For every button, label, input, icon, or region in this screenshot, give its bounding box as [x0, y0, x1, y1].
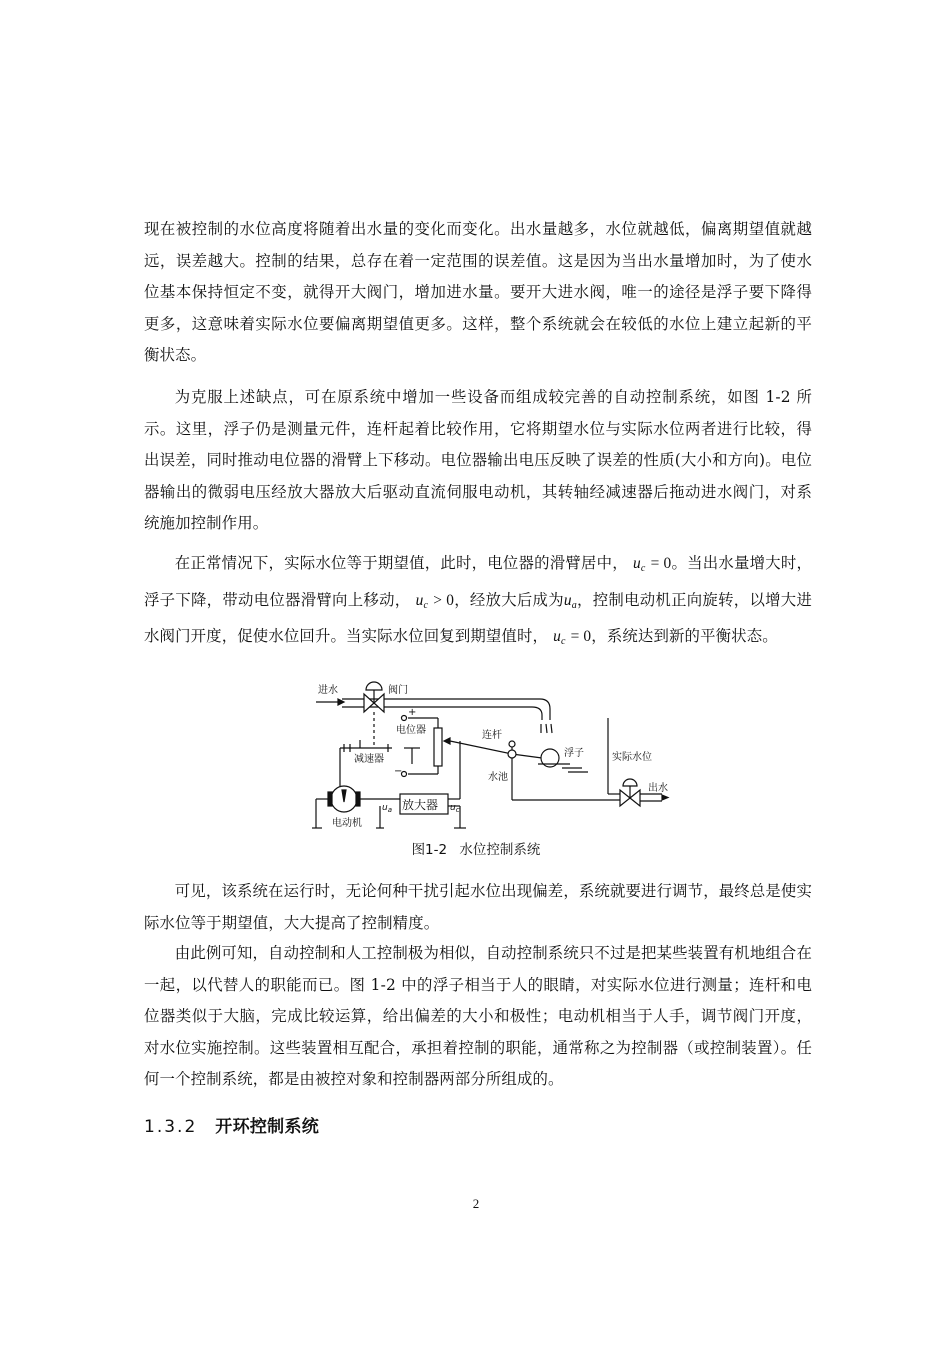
label-inlet: 进水 [318, 685, 338, 696]
page-number: 2 [472, 1196, 480, 1211]
label-potentiometer: 电位器 [396, 725, 426, 736]
paragraph-1-text: 现在被控制的水位高度将随着出水量的变化而变化。出水量越多，水位就越低，偏离期望值就越远，误差越大。控制的结果，总存在着一定范围的误差值。这是因为当出水量增加时，为了使水位基本保持恒定不变，就得开大阀门，增加进水量。要开大进水阀，唯一的途径是浮子要下降得更多，这意味着实际水位要偏离期望值更多。这样，整个系统就会在较低的水位上建立起新的平衡状态。 [144, 220, 812, 364]
potentiometer-body [434, 728, 442, 766]
section-number: 1.3.2 [144, 1117, 198, 1137]
label-reducer: 减速器 [354, 754, 384, 765]
p3-segment-5: ，系统达到新的平衡状态。 [591, 627, 778, 645]
p3-segment-2: 。当出水量增大时，浮子下降，带动电位器滑臂向上移动， [144, 554, 813, 609]
paragraph-2-text: 为克服上述缺点，可在原系统中增加一些设备而组成较完善的自动控制系统，如图 1-2 所示。这里，浮子仍是测量元件，连杆起着比较作用，它将期望水位与实际水位两者进行比较，得出误差，同时推动电位器的滑臂上下移动。电位器输出电压反映了误差的性质(大小和方向)。电位器输出的微弱电压经放大器放大后驱动直流伺服电动机，其转轴经减速器后拖动进水阀门，对系统施加控制作用。 [144, 388, 812, 532]
motor-brush-left [328, 792, 332, 806]
water-level-diagram [312, 678, 676, 836]
figure-caption [0, 838, 952, 858]
paragraph-5 [144, 938, 812, 1096]
pot-wiper [444, 738, 450, 744]
outlet-valve-right [630, 790, 640, 806]
label-valve: 阀门 [388, 685, 408, 696]
linkage-top-pivot [509, 741, 515, 747]
paragraph-3-text [144, 548, 812, 658]
linkage-pivot [508, 750, 516, 758]
label-plus: + [408, 707, 417, 718]
paragraph-4-text: 可见，该系统在运行时，无论何种干扰引起水位出现偏差，系统就要进行调节，最终总是使实际水位等于期望值，大大提高了控制精度。 [144, 882, 812, 932]
var-uc-2: $u_c$ [415, 591, 429, 611]
label-uc: $u_c$ [450, 803, 460, 814]
label-float: 浮子 [564, 748, 584, 759]
label-amplifier: 放大器 [402, 798, 439, 812]
figure-number: 图1-2 [411, 842, 448, 858]
paragraph-1 [144, 214, 812, 372]
section-title: 开环控制系统 [215, 1117, 320, 1137]
valve-actuator [366, 682, 382, 690]
equation-uc-zero-2: = 0 [570, 628, 592, 645]
pot-plus-terminal [402, 716, 407, 721]
label-minus: − [394, 766, 403, 777]
label-tank: 水池 [488, 772, 508, 783]
linkage-rod [450, 741, 512, 754]
pipe-elbow-inner [532, 707, 542, 720]
equation-uc-positive: > 0 [433, 591, 455, 609]
var-uc-3: $u_c$ [553, 628, 566, 647]
water-level-control-figure [312, 678, 676, 836]
outlet-valve-left [620, 790, 630, 806]
outlet-arrow [662, 795, 668, 800]
label-linkage: 连杆 [482, 730, 502, 741]
paragraph-3 [144, 548, 812, 658]
equation-uc-zero: = 0 [650, 555, 672, 572]
p3-segment-1: 在正常情况下，实际水位等于期望值，此时，电位器的滑臂居中， [174, 554, 628, 572]
inlet-valve-left [364, 694, 374, 712]
section-heading [144, 1112, 319, 1137]
outlet-valve-actuator [623, 779, 637, 786]
figure-title: 水位控制系统 [459, 842, 541, 858]
label-ua: $u_a$ [382, 803, 393, 814]
paragraph-5-text: 由此例可知，自动控制和人工控制极为相似，自动控制系统只不过是把某些装置有机地组合在一起，以代替人的职能而已。图 1-2 中的浮子相当于人的眼睛，对实际水位进行测量；连杆和电位器类似于大脑，完成比较运算，给出偏差的大小和极性；电动机相当于人手，调节阀门开度，对水位实施控制。这些装置相互配合，承担着控制的职能，通常称之为控制器（或控制装置）。任何一个控制系统，都是由被控对象和控制器两部分所组成的。 [144, 944, 812, 1088]
label-outlet: 出水 [648, 783, 668, 794]
var-uc-1: $u_c$ [633, 555, 646, 574]
p3-segment-3: ，经放大后成为 [454, 590, 564, 609]
inlet-valve-right [374, 694, 384, 712]
label-motor: 电动机 [332, 818, 362, 829]
paragraph-4 [144, 876, 812, 939]
label-actual-level: 实际水位 [612, 752, 652, 763]
water-stream-2 [546, 724, 547, 733]
inlet-arrow-head [338, 699, 344, 705]
paragraph-2 [144, 382, 812, 540]
motor-brush-right [356, 792, 360, 806]
p3-segment-4: ，控制电动机正向旋转，以增大进水阀门开度，促使水位回升。当实际水位回复到期望值时， [144, 590, 812, 645]
water-stream-3 [551, 724, 552, 733]
var-ua: $u_a$ [563, 591, 577, 611]
